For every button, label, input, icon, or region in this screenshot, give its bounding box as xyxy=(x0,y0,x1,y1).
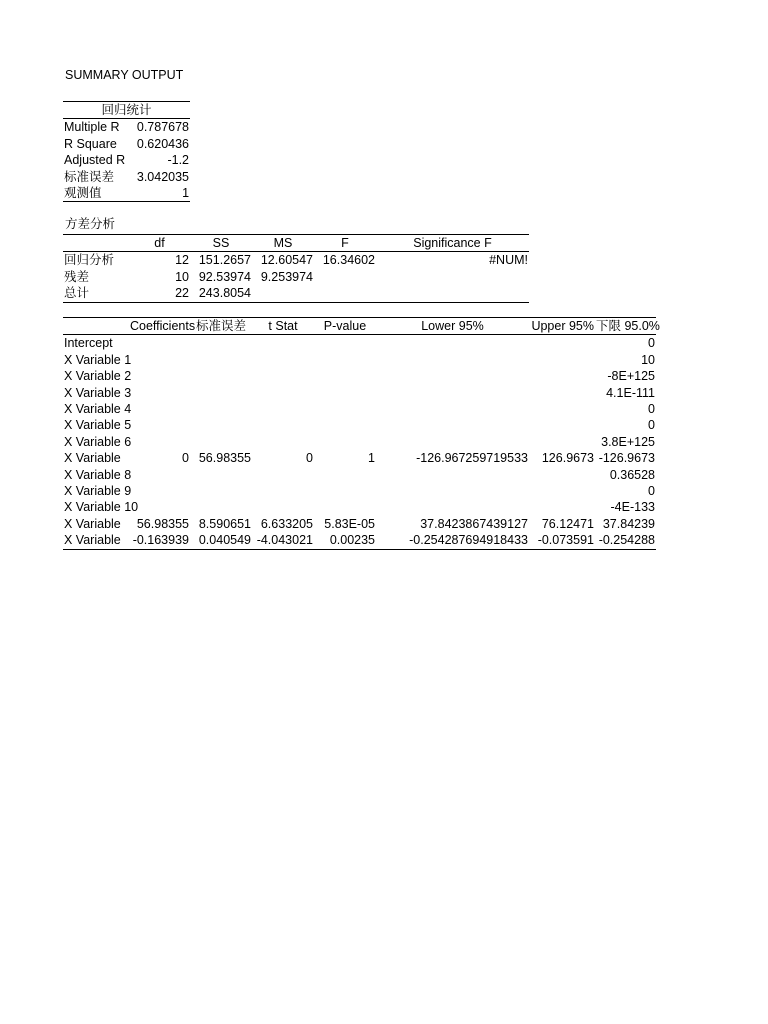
table-cell xyxy=(129,499,190,515)
table-cell xyxy=(314,385,376,401)
table-cell: 0 xyxy=(648,336,655,351)
table-row xyxy=(63,467,656,483)
table-row xyxy=(63,434,656,450)
column-header: df xyxy=(129,235,190,252)
table-cell xyxy=(376,368,529,384)
table-cell: -8E+125 xyxy=(607,369,655,384)
table-cell xyxy=(252,483,314,499)
table-cell xyxy=(529,499,595,515)
row-label: 残差 xyxy=(64,269,90,284)
table-cell xyxy=(529,368,595,384)
column-header: 标准误差 xyxy=(190,318,252,335)
regression-stats-header: 回归统计 xyxy=(63,102,190,119)
table-cell: 0 xyxy=(182,451,189,466)
table-row xyxy=(63,269,529,285)
row-label: X Variable 10 xyxy=(64,500,139,515)
table-cell xyxy=(529,467,595,483)
table-cell xyxy=(529,385,595,401)
table-row xyxy=(63,252,529,269)
coefficients-header-row xyxy=(63,318,656,335)
table-cell xyxy=(314,483,376,499)
table-cell: -126.967259719533 xyxy=(416,451,528,466)
column-header: Significance F xyxy=(376,235,529,252)
table-cell xyxy=(190,401,252,417)
table-cell xyxy=(376,417,529,433)
table-cell xyxy=(376,335,529,352)
table-cell: 10 xyxy=(175,269,189,284)
table-cell xyxy=(376,401,529,417)
table-cell: 76.12471 xyxy=(541,516,594,531)
table-cell xyxy=(376,483,529,499)
anova-table xyxy=(63,234,529,303)
column-header: Lower 95% xyxy=(376,318,529,335)
row-label: X Variable 5 xyxy=(64,418,132,433)
table-cell xyxy=(190,335,252,352)
table-cell xyxy=(190,352,252,368)
table-cell xyxy=(129,352,190,368)
table-cell: 126.9673 xyxy=(541,451,594,466)
coefficients-table xyxy=(63,317,660,550)
table-cell: 0.00235 xyxy=(314,532,376,549)
table-cell xyxy=(252,417,314,433)
table-cell: 243.8054 xyxy=(190,285,252,302)
table-cell: 151.2657 xyxy=(198,253,251,268)
row-label: X Variable 8 xyxy=(64,467,132,482)
table-cell: -126.9673 xyxy=(598,451,655,466)
table-cell xyxy=(129,483,190,499)
table-cell xyxy=(529,401,595,417)
table-cell: 3.8E+125 xyxy=(601,434,655,449)
column-header: F xyxy=(314,235,376,252)
row-label: X Variable 2 xyxy=(64,369,132,384)
table-cell xyxy=(252,385,314,401)
table-row xyxy=(63,335,656,352)
stat-value: 3.042035 xyxy=(136,169,190,184)
table-cell xyxy=(252,401,314,417)
table-cell xyxy=(190,499,252,515)
regression-stats-table xyxy=(63,101,190,202)
table-cell: 4.1E-111 xyxy=(606,385,655,400)
table-row xyxy=(63,119,190,136)
table-cell: 22 xyxy=(129,285,190,302)
column-header: Upper 95% xyxy=(529,318,595,335)
page-title: SUMMARY OUTPUT xyxy=(65,68,184,82)
table-cell xyxy=(376,467,529,483)
row-label: 总计 xyxy=(63,285,129,302)
table-cell xyxy=(314,401,376,417)
table-cell xyxy=(252,368,314,384)
stat-value: -1.2 xyxy=(167,153,190,168)
table-row xyxy=(63,185,190,202)
table-cell: 56.98355 xyxy=(136,516,189,531)
table-cell xyxy=(529,434,595,450)
table-cell: 56.98355 xyxy=(198,451,251,466)
table-cell: 8.590651 xyxy=(198,516,251,531)
table-cell xyxy=(376,434,529,450)
table-cell: 0 xyxy=(648,418,655,433)
table-cell: 37.8423867439127 xyxy=(420,516,528,531)
table-cell: 12 xyxy=(175,253,189,268)
table-cell: 6.633205 xyxy=(260,516,313,531)
row-label: X Variable 3 xyxy=(64,385,132,400)
table-row xyxy=(63,483,656,499)
table-cell: 0 xyxy=(306,451,313,466)
table-cell xyxy=(529,483,595,499)
table-cell xyxy=(129,401,190,417)
table-cell xyxy=(190,417,252,433)
stat-label: 标准误差 xyxy=(64,169,115,184)
table-cell: #NUM! xyxy=(489,253,528,268)
table-cell xyxy=(190,434,252,450)
row-label: X Variable 1 xyxy=(64,352,132,367)
table-cell: 16.34602 xyxy=(322,253,375,268)
table-cell: -4.043021 xyxy=(252,532,314,549)
table-cell xyxy=(314,417,376,433)
table-row xyxy=(63,136,190,152)
column-header: MS xyxy=(252,235,314,252)
table-cell xyxy=(314,285,376,302)
table-cell xyxy=(129,417,190,433)
table-cell xyxy=(376,285,529,302)
stat-label: 观测值 xyxy=(63,185,129,202)
row-label: 回归分析 xyxy=(64,253,115,268)
table-cell xyxy=(376,269,529,285)
table-cell: 92.53974 xyxy=(198,269,251,284)
table-row xyxy=(63,169,190,185)
table-cell xyxy=(314,467,376,483)
table-cell xyxy=(129,434,190,450)
table-row xyxy=(63,152,190,168)
table-row xyxy=(63,368,656,384)
stat-label: Multiple R xyxy=(64,120,120,135)
stat-label: Adjusted R xyxy=(64,153,126,168)
table-cell xyxy=(129,335,190,352)
row-label: X Variable 6 xyxy=(64,434,132,449)
anova-header-row xyxy=(63,235,529,252)
stat-label: R Square xyxy=(64,136,117,151)
table-cell: -0.254287694918433 xyxy=(376,532,529,549)
row-label: X Variable 4 xyxy=(64,402,132,417)
table-cell xyxy=(190,385,252,401)
table-row xyxy=(63,417,656,433)
table-cell xyxy=(129,368,190,384)
column-header xyxy=(63,318,129,335)
table-cell xyxy=(190,483,252,499)
table-cell xyxy=(252,335,314,352)
table-cell: 12.60547 xyxy=(260,253,313,268)
table-cell xyxy=(314,335,376,352)
table-cell xyxy=(190,368,252,384)
column-header: Coefficients xyxy=(130,319,196,333)
table-cell: 0 xyxy=(648,484,655,499)
stat-value: 0.620436 xyxy=(136,136,190,151)
table-cell xyxy=(252,352,314,368)
table-row xyxy=(63,516,656,532)
table-cell: -0.073591 xyxy=(529,532,595,549)
column-header: P-value xyxy=(314,318,376,335)
table-cell: -0.163939 xyxy=(129,532,190,549)
regression-stats-header-row xyxy=(63,102,190,119)
table-cell xyxy=(529,335,595,352)
table-cell xyxy=(529,352,595,368)
table-cell xyxy=(252,467,314,483)
table-cell: 0.040549 xyxy=(190,532,252,549)
table-row xyxy=(63,532,656,549)
table-cell xyxy=(314,434,376,450)
table-cell xyxy=(376,352,529,368)
table-row xyxy=(63,285,529,302)
table-cell: -0.254288 xyxy=(595,532,656,549)
table-row xyxy=(63,401,656,417)
table-cell: 37.84239 xyxy=(602,516,655,531)
row-label: X Variable xyxy=(64,451,121,466)
table-cell xyxy=(314,499,376,515)
row-label: Intercept xyxy=(64,336,113,351)
table-cell: -4E-133 xyxy=(610,500,655,515)
table-row xyxy=(63,499,656,515)
table-cell: 0.36528 xyxy=(609,467,655,482)
table-cell xyxy=(252,499,314,515)
row-label: X Variable 9 xyxy=(64,484,132,499)
table-cell xyxy=(252,434,314,450)
table-cell xyxy=(252,285,314,302)
stat-value: 0.787678 xyxy=(136,120,190,135)
table-row xyxy=(63,385,656,401)
table-cell xyxy=(190,467,252,483)
table-cell xyxy=(376,499,529,515)
table-cell: 0 xyxy=(648,402,655,417)
anova-title: 方差分析 xyxy=(65,217,116,231)
row-label: X Variable xyxy=(64,516,121,531)
column-header xyxy=(63,235,129,252)
table-cell xyxy=(314,368,376,384)
table-row xyxy=(63,352,656,368)
table-row xyxy=(63,450,656,466)
table-cell: 1 xyxy=(368,451,375,466)
table-cell xyxy=(314,269,376,285)
table-cell: 9.253974 xyxy=(260,269,313,284)
row-label: X Variable xyxy=(63,532,129,549)
column-header: SS xyxy=(190,235,252,252)
column-header: 下限 95.0% xyxy=(596,319,660,333)
table-cell xyxy=(129,385,190,401)
stat-value: 1 xyxy=(129,185,190,202)
table-cell xyxy=(529,417,595,433)
table-cell xyxy=(129,467,190,483)
table-cell: 5.83E-05 xyxy=(324,516,375,531)
table-cell: 10 xyxy=(641,352,655,367)
table-cell xyxy=(376,385,529,401)
table-cell xyxy=(314,352,376,368)
column-header: t Stat xyxy=(252,318,314,335)
